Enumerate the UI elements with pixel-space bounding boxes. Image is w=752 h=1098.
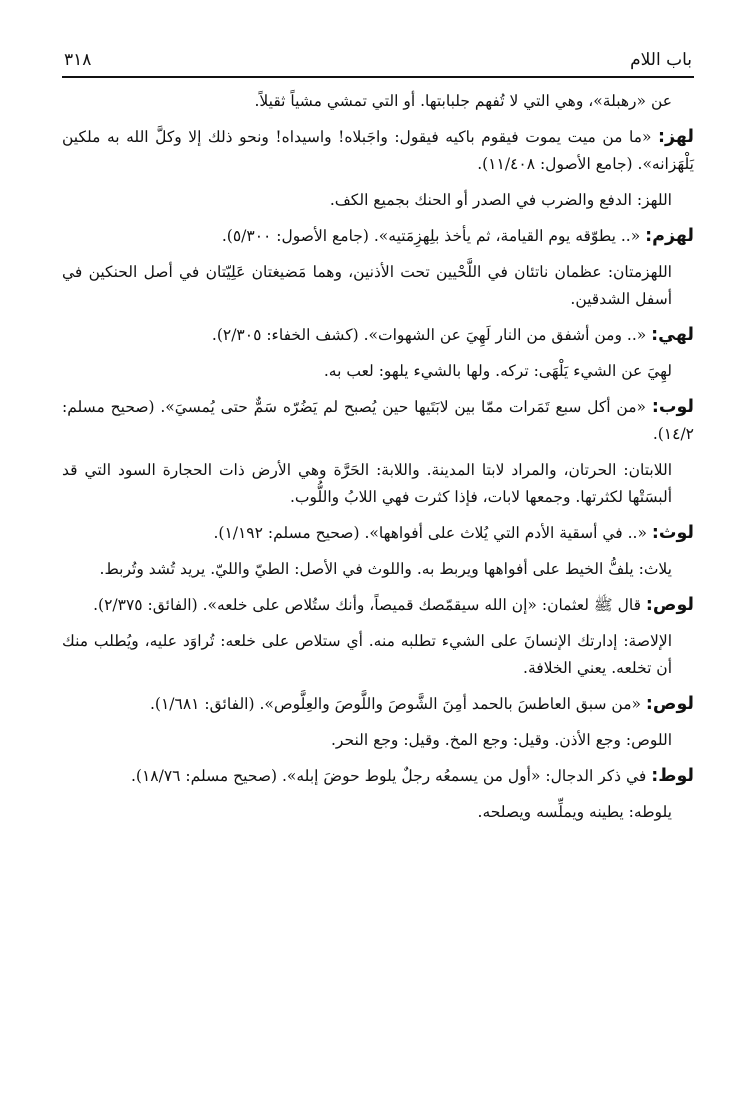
paragraph-text: عن «رهبلة»، وهي التي لا تُفهم جلبابتها. أو التي تمشي مشياً ثقيلاً. [254, 92, 672, 110]
entry-headword: لوب: [651, 397, 694, 417]
chapter-title: باب اللام [630, 50, 692, 70]
entry-text: قال ﷺ لعثمان: «إن الله سيقمّصك قميصاً، وأنك ستُلاص على خلعه». (الفائق: ٢/٣٧٥). [93, 596, 646, 614]
paragraph-text: يلاث: يلفُّ الخيط على أفواهها ويربط به. واللوث في الأصل: الطيّ والليّ. يريد تُشد وتُربط. [99, 560, 672, 578]
explanation-paragraph [62, 457, 694, 511]
page-number: ٣١٨ [64, 50, 92, 70]
entry-text: في ذكر الدجال: «أول من يسمعُه رجلٌ يلوط حوضَ إبله». (صحيح مسلم: ١٨/٧٦). [130, 767, 652, 785]
paragraph-text: اللابتان: الحرتان، والمراد لابتا المدينة. واللابة: الحَرَّة وهي الأرض ذات الحجارة السود التي قد ألبسَتْها لكثرتها. وجمعها لابات، فإذا كثرت فهي اللابُ واللُّوب. [62, 461, 672, 506]
entry-text: «.. ومن أشفق من النار لَهِيَ عن الشهوات». (كشف الخفاء: ٢/٣٠٥). [211, 326, 652, 344]
entry-paragraph [62, 124, 694, 178]
entry-headword: لهي: [651, 325, 694, 345]
page-header [62, 38, 694, 78]
paragraph-text: اللهز: الدفع والضرب في الصدر أو الحنك بجميع الكف. [329, 191, 672, 209]
explanation-paragraph [62, 259, 694, 313]
entry-headword: لهز: [657, 127, 694, 147]
paragraph-text: لهِيَ عن الشيء يَلْهَى: تركه. ولها بالشيء يلهو: لعب به. [323, 362, 672, 380]
explanation-paragraph [62, 799, 694, 826]
entry-headword: لوط: [651, 766, 694, 786]
entry-paragraph [62, 763, 694, 790]
explanation-paragraph [62, 628, 694, 682]
explanation-paragraph [62, 187, 694, 214]
paragraph-text: اللوص: وجع الأذن. وقيل: وجع المخ. وقيل: وجع النحر. [330, 731, 672, 749]
entry-text: «من سبق العاطسَ بالحمد أمِنَ الشَّوصَ واللَّوصَ والعِلَّوص». (الفائق: ١/٦٨١). [149, 695, 646, 713]
entry-headword: لوص: [645, 595, 694, 615]
entry-paragraph [62, 223, 694, 250]
entry-headword: لوص: [645, 694, 694, 714]
explanation-paragraph [62, 727, 694, 754]
entry-paragraph [62, 592, 694, 619]
entry-text: «من أكل سبع تَمَرات ممّا بين لابَتَيها حين يُصبح لم يَضُرّه سَمٌّ حتى يُمسيَ». (صحيح مسلم: ١٤/٢). [62, 398, 694, 443]
entry-headword: لوث: [651, 523, 694, 543]
explanation-paragraph [62, 358, 694, 385]
entry-text: «ما من ميت يموت فيقوم باكيه فيقول: واجَبلاه! واسيداه! ونحو ذلك إلا وكلَّ الله به ملكين يَلْهَزانه». (جامع الأصول: ١١/٤٠٨). [62, 128, 694, 173]
entry-headword: لهزم: [645, 226, 694, 246]
page-content [62, 78, 694, 826]
entry-text: «.. في أسقية الأدم التي يُلاث على أفواهها». (صحيح مسلم: ١/١٩٢). [213, 524, 652, 542]
entry-text: «.. يطوّقه يوم القيامة، ثم يأخذ بلِهزِمَتيه». (جامع الأصول: ٥/٣٠٠). [221, 227, 646, 245]
entry-paragraph [62, 691, 694, 718]
explanation-paragraph [62, 556, 694, 583]
entry-paragraph [62, 520, 694, 547]
paragraph [62, 88, 694, 115]
paragraph-text: يلوطه: يطينه ويملِّسه ويصلحه. [477, 803, 672, 821]
entry-paragraph [62, 322, 694, 349]
paragraph-text: الإلاصة: إدارتك الإنسانَ على الشيء تطلبه منه. أي ستلاص على خلعه: تُراوَد عليه، ويُطلب منك أن تخلعه. يعني الخلافة. [62, 632, 672, 677]
paragraph-text: اللهزمتان: عظمان ناتئان في اللَّحْيين تحت الأذنين، وهما مَضيغتان عَلِيّتان في أصل الحنكين في أسفل الشدقين. [62, 263, 672, 308]
entry-paragraph [62, 394, 694, 448]
